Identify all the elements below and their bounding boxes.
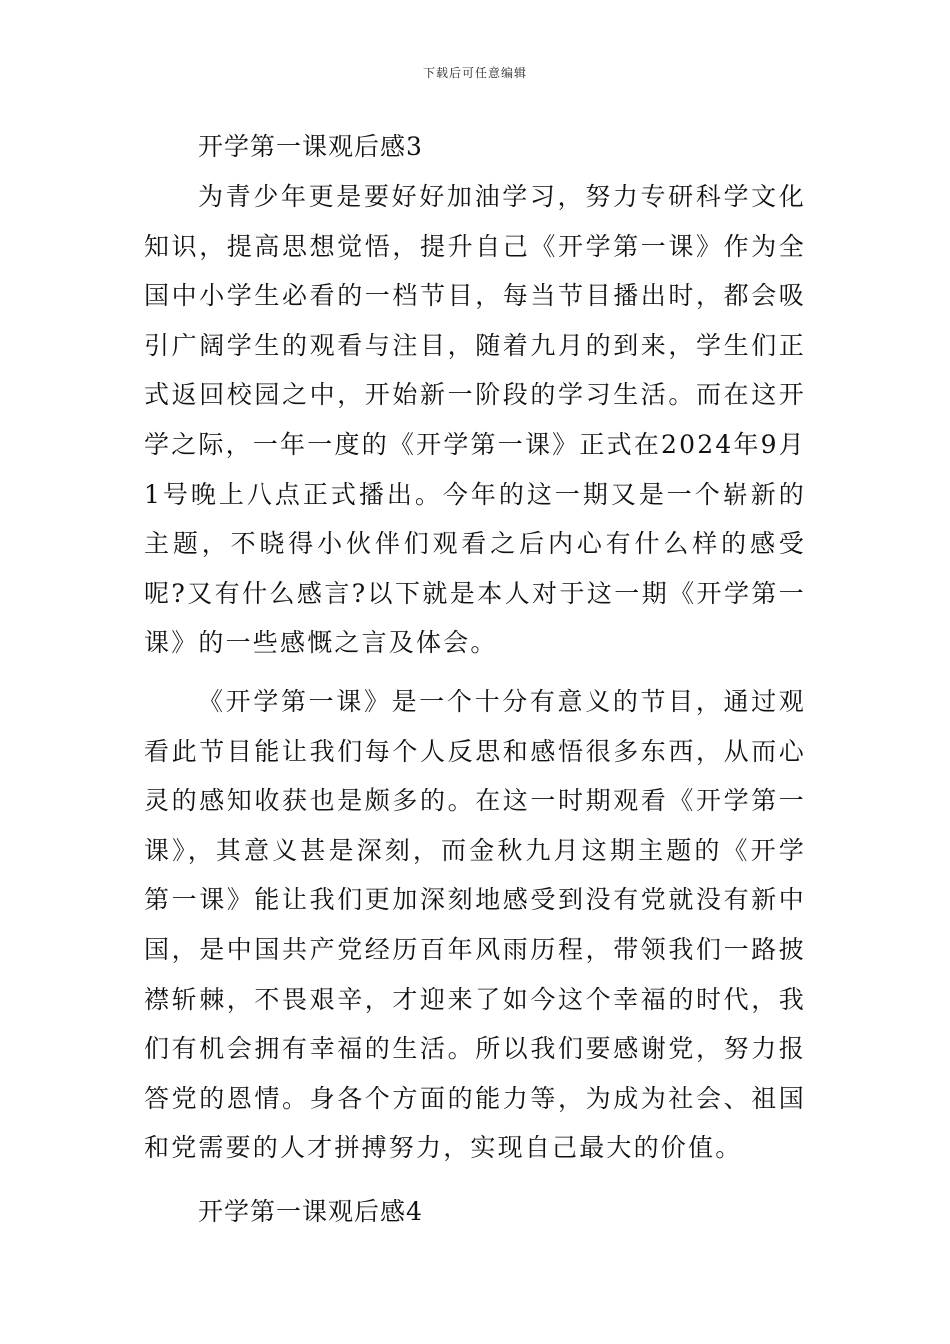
section-heading-4: 开学第一课观后感4 <box>198 1196 423 1226</box>
document-body <box>144 122 806 1237</box>
section-3-paragraph-2: 《开学第一课》是一个十分有意义的节目，通过观看此节目能让我们每个人反思和感悟很多东西，从而心灵的感知收获也是颇多的。在这一时期观看《开学第一课》，其意义甚是深刻，而金秋九月这期主题的《开学第一课》能让我们更加深刻地感受到没有党就没有新中国，是中国共产党经历百年风雨历程，带领我们一路披襟斩棘，不畏艰辛，才迎来了如今这个幸福的时代，我们有机会拥有幸福的生活。所以我们要感谢党，努力报答党的恩情。身各个方面的能力等，为成为社会、祖国和党需要的人才拼搏努力，实现自己最大的价值。 <box>144 686 806 1163</box>
section-heading-3: 开学第一课观后感3 <box>198 132 423 161</box>
section-3-paragraph-1: 为青少年更是要好好加油学习，努力专研科学文化知识，提高思想觉悟，提升自己《开学第一课》作为全国中小学生必看的一档节目，每当节目播出时，都会吸引广阔学生的观看与注目，随着九月的到来，学生们正式返回校园之中，开始新一阶段的学习生活。而在这开学之际，一年一度的《开学第一课》正式在2024年9月1号晚上八点正式播出。今年的这一期又是一个崭新的主题，不晓得小伙伴们观看之后内心有什么样的感受呢?又有什么感言?以下就是本人对于这一期《开学第一课》的一些感慨之言及体会。 <box>144 182 806 658</box>
page-header-note: 下载后可任意编辑 <box>422 66 527 80</box>
